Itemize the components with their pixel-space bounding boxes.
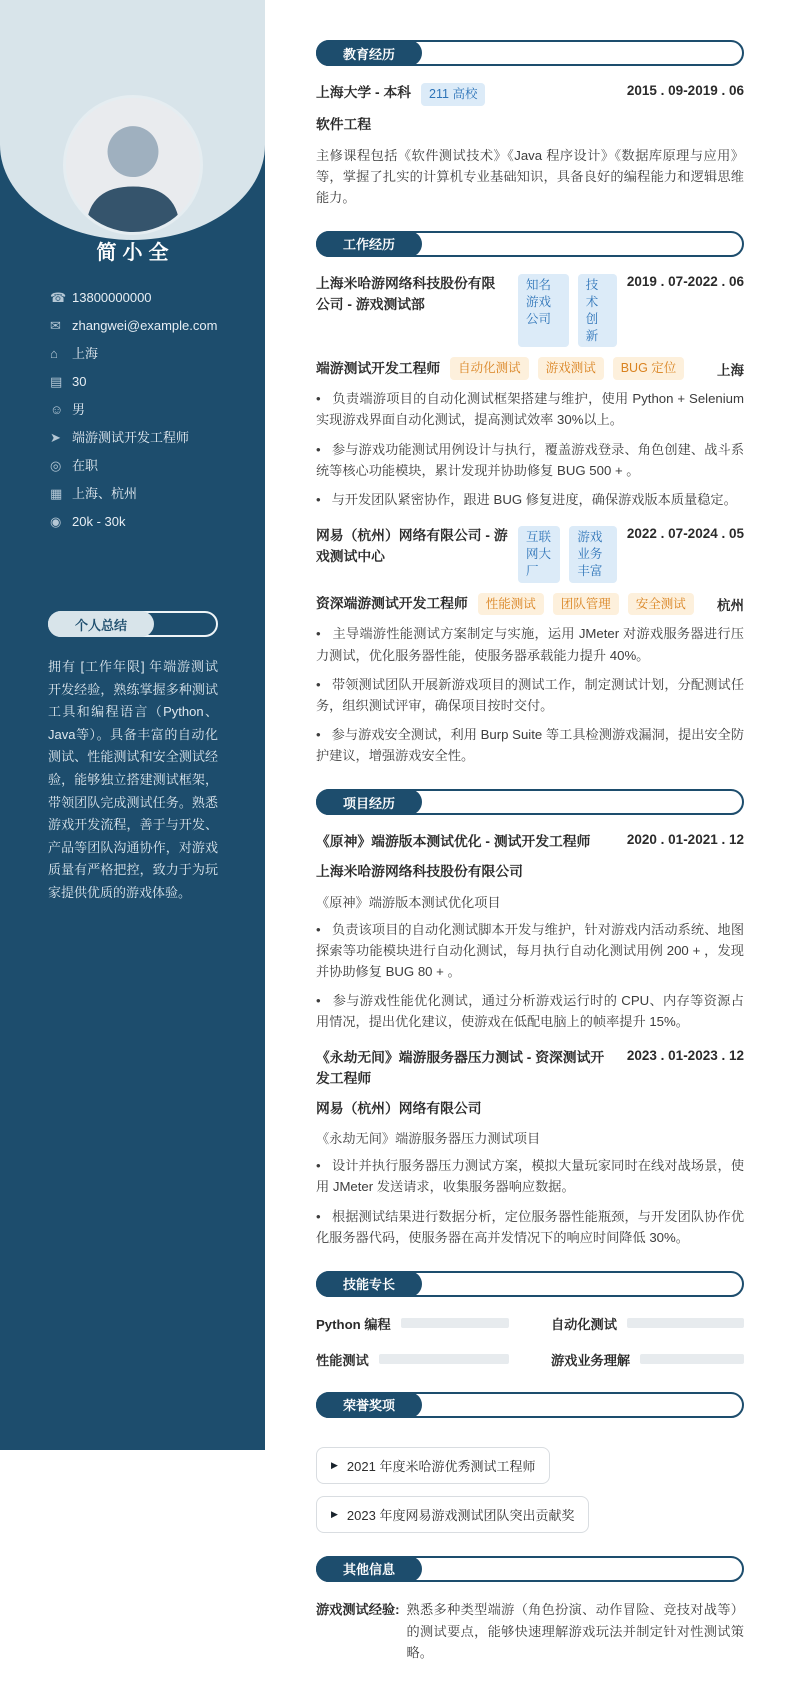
work-bullet: • 主导端游性能测试方案制定与实施，运用 JMeter 对游戏服务器进行压力测试，优化服务器性能，使服务器承载能力提升 40%。	[316, 623, 744, 665]
project-bullet: • 设计并执行服务器压力测试方案，模拟大量玩家同时在线对战场景，使用 JMeter 发送请求，收集服务器响应数据。	[316, 1155, 744, 1197]
building-icon: ▦	[50, 486, 63, 501]
skill-name: 自动化测试	[551, 1316, 617, 1332]
project-name: 《永劫无间》端游服务器压力测试 - 资深测试开发工程师	[316, 1050, 605, 1086]
project-company: 网易（杭州）网络有限公司	[316, 1100, 482, 1116]
summary-header	[48, 611, 218, 637]
company-name: 上海米哈游网络科技股份有限公司 - 游戏测试部	[316, 275, 496, 312]
project-date: 2020 . 01-2021 . 12	[626, 832, 744, 848]
play-triangle-icon: ▶	[331, 1459, 338, 1470]
project-bullet: • 参与游戏性能优化测试，通过分析游戏运行时的 CPU、内存等资源占用情况，提出优化建议，使游戏在低配电脑上的帧率提升 15%。	[316, 990, 744, 1032]
company-tag: 互联网大厂	[518, 526, 560, 583]
contact-item-target-cities	[50, 485, 220, 502]
work-entry	[316, 526, 744, 766]
work-bullet: • 带领测试团队开展新游戏项目的测试工作，制定测试计划，分配测试任务，组织测试评审，确保项目按时交付。	[316, 674, 744, 716]
section-header-education	[316, 40, 744, 66]
project-entry-header	[316, 832, 744, 853]
role-tag: 团队管理	[553, 593, 619, 616]
work-bullet: • 负责端游项目的自动化测试框架搭建与维护，使用 Python + Selenium 实现游戏界面自动化测试，提高测试效率 30%以上。	[316, 388, 744, 430]
honor-text: 2023 年度网易游戏测试团队突出贡献奖	[346, 1507, 575, 1523]
honors-section	[316, 1392, 744, 1533]
work-entry-header	[316, 526, 744, 583]
target-role-value: 端游测试开发工程师	[72, 430, 190, 445]
skill-name: 性能测试	[316, 1352, 369, 1368]
age-value: 30	[72, 374, 87, 389]
sidebar	[0, 0, 265, 1450]
summary-title: 个人总结	[48, 611, 154, 637]
project-entry	[316, 832, 744, 1032]
profile-photo	[66, 98, 200, 232]
phone-icon: ☎	[50, 290, 67, 305]
section-header-other	[316, 1556, 744, 1582]
work-section	[316, 231, 744, 766]
project-company: 上海米哈游网络科技股份有限公司	[316, 863, 523, 879]
skill-bar	[640, 1354, 744, 1364]
education-desc: 主修课程包括《软件测试技术》《Java 程序设计》《数据库原理与应用》等，掌握了扎实的计算机专业基础知识，具备良好的编程能力和逻辑思维能力。	[316, 147, 744, 205]
honor-item[interactable]	[316, 1447, 550, 1484]
skill-name: 游戏业务理解	[551, 1352, 631, 1368]
work-bullet: • 参与游戏安全测试，利用 Burp Suite 等工具检测游戏漏洞，提出安全防护建议，增强游戏安全性。	[316, 724, 744, 766]
company-name: 网易（杭州）网络有限公司 - 游戏测试中心	[316, 527, 508, 564]
contact-item-target-role	[50, 429, 220, 446]
skill-bar	[379, 1354, 509, 1364]
role-title: 资深端游测试开发工程师	[316, 595, 468, 611]
home-icon: ⌂	[50, 346, 58, 361]
section-header-honors	[316, 1392, 744, 1418]
other-info-label: 游戏测试经验:	[316, 1601, 400, 1617]
play-triangle-icon: ▶	[331, 1508, 338, 1519]
role-tag: 安全测试	[628, 593, 694, 616]
section-title: 工作经历	[316, 231, 422, 257]
gender-icon: ☺	[50, 402, 64, 417]
work-location: 上海	[717, 362, 744, 378]
section-title: 教育经历	[316, 40, 422, 66]
project-bullet: • 负责该项目的自动化测试脚本开发与维护，针对游戏内活动系统、地图探索等功能模块进行自动化测试，每月执行自动化测试用例 200 + ，发现并协助修复 BUG 80 + 。	[316, 919, 744, 982]
contact-item-city	[50, 345, 220, 362]
skill-bar	[401, 1318, 509, 1328]
role-tag: 自动化测试	[450, 357, 529, 380]
section-title: 荣誉奖项	[316, 1392, 422, 1418]
education-section	[316, 40, 744, 208]
company-tag: 游戏业务丰富	[569, 526, 617, 583]
work-bullet: • 参与游戏功能测试用例设计与执行，覆盖游戏登录、角色创建、战斗系统等核心功能模块，累计发现并协助修复 BUG 500 + 。	[316, 439, 744, 481]
personal-summary-section	[48, 611, 218, 905]
contact-item-gender	[50, 401, 220, 418]
role-title: 端游测试开发工程师	[316, 360, 441, 376]
project-bullet: • 根据测试结果进行数据分析，定位服务器性能瓶颈，与开发团队协作优化服务器代码，使服务器在高并发情况下的响应时间降低 30%。	[316, 1206, 744, 1248]
section-title: 其他信息	[316, 1556, 422, 1582]
major: 软件工程	[316, 116, 372, 132]
paper-plane-icon: ➤	[50, 430, 61, 445]
projects-section	[316, 789, 744, 1248]
company-tag: 技术创新	[578, 274, 617, 348]
contact-item-status	[50, 457, 220, 474]
section-header-work	[316, 231, 744, 257]
project-date: 2023 . 01-2023 . 12	[626, 1048, 744, 1064]
contact-item-age	[50, 373, 220, 390]
project-entry-header	[316, 1048, 744, 1089]
work-entry-header	[316, 274, 744, 348]
education-date: 2015 . 09-2019 . 06	[626, 83, 744, 98]
school-badge: 211 高校	[421, 83, 485, 106]
resume-main	[316, 0, 744, 1687]
skills-grid	[316, 1314, 744, 1369]
project-subtitle: 《永劫无间》端游服务器压力测试项目	[316, 1131, 541, 1147]
id-card-icon: ▤	[50, 374, 63, 389]
section-header-skills	[316, 1271, 744, 1297]
other-info-row	[316, 1599, 744, 1664]
city-value: 上海	[72, 346, 99, 361]
role-tag: 性能测试	[478, 593, 544, 616]
work-location: 杭州	[717, 598, 744, 613]
skill-item	[316, 1350, 509, 1369]
honor-item[interactable]	[316, 1496, 589, 1533]
status-value: 在职	[72, 458, 99, 473]
salary-value: 20k - 30k	[72, 514, 126, 529]
other-info-section	[316, 1556, 744, 1664]
skill-item	[316, 1314, 509, 1333]
phone-value: 13800000000	[72, 290, 152, 305]
gender-value: 男	[72, 402, 86, 417]
summary-text: 拥有 [工作年限] 年端游测试开发经验，熟练掌握多种测试工具和编程语言（Python、Java等）。具备丰富的自动化测试、性能测试和安全测试经验，能够独立搭建测试框架，带领团队完成测试任务。熟悉游戏开发流程，善于与开发、产品等团队沟通协作，对游戏质量有严格把控，致力于为玩家提供优质的游戏体验。	[48, 659, 218, 901]
candidate-name: 简小全	[96, 242, 175, 264]
salary-icon: ◉	[50, 514, 62, 529]
contact-item-phone	[50, 289, 220, 306]
contact-item-email	[50, 317, 220, 334]
target-cities-value: 上海、杭州	[72, 486, 138, 501]
skill-name: Python 编程	[316, 1316, 391, 1332]
section-title: 技能专长	[316, 1271, 422, 1297]
company-tag: 知名游戏公司	[518, 274, 569, 348]
project-name: 《原神》端游版本测试优化 - 测试开发工程师	[316, 834, 591, 850]
project-subtitle: 《原神》端游版本测试优化项目	[316, 894, 501, 910]
work-bullet: • 与开发团队紧密协作，跟进 BUG 修复进度，确保游戏版本质量稳定。	[316, 489, 744, 510]
work-entry	[316, 274, 744, 510]
skill-item	[551, 1350, 744, 1369]
section-header-projects	[316, 789, 744, 815]
contact-item-salary	[50, 513, 220, 530]
email-value: zhangwei@example.com	[72, 318, 218, 333]
skills-section	[316, 1271, 744, 1369]
work-date: 2019 . 07-2022 . 06	[626, 273, 744, 289]
role-tag: BUG 定位	[613, 357, 685, 380]
work-date: 2022 . 07-2024 . 05	[626, 525, 744, 541]
skill-item	[551, 1314, 744, 1333]
project-entry	[316, 1048, 744, 1248]
contact-list	[50, 289, 220, 541]
school-name: 上海大学 - 本科	[316, 85, 412, 100]
section-title: 项目经历	[316, 789, 422, 815]
role-tag: 游戏测试	[538, 357, 604, 380]
honor-text: 2021 年度米哈游优秀测试工程师	[346, 1458, 536, 1474]
other-info-text: 熟悉多种类型端游（角色扮演、动作冒险、竞技对战等）的测试要点，能够快速理解游戏玩法并制定针对性测试策略。	[406, 1601, 744, 1661]
email-icon: ✉	[50, 318, 61, 333]
education-entry-header	[316, 83, 744, 106]
status-icon: ◎	[50, 458, 62, 473]
work-role-row	[316, 593, 744, 616]
skill-bar	[627, 1318, 744, 1328]
person-silhouette-icon	[66, 98, 200, 232]
work-role-row	[316, 357, 744, 380]
